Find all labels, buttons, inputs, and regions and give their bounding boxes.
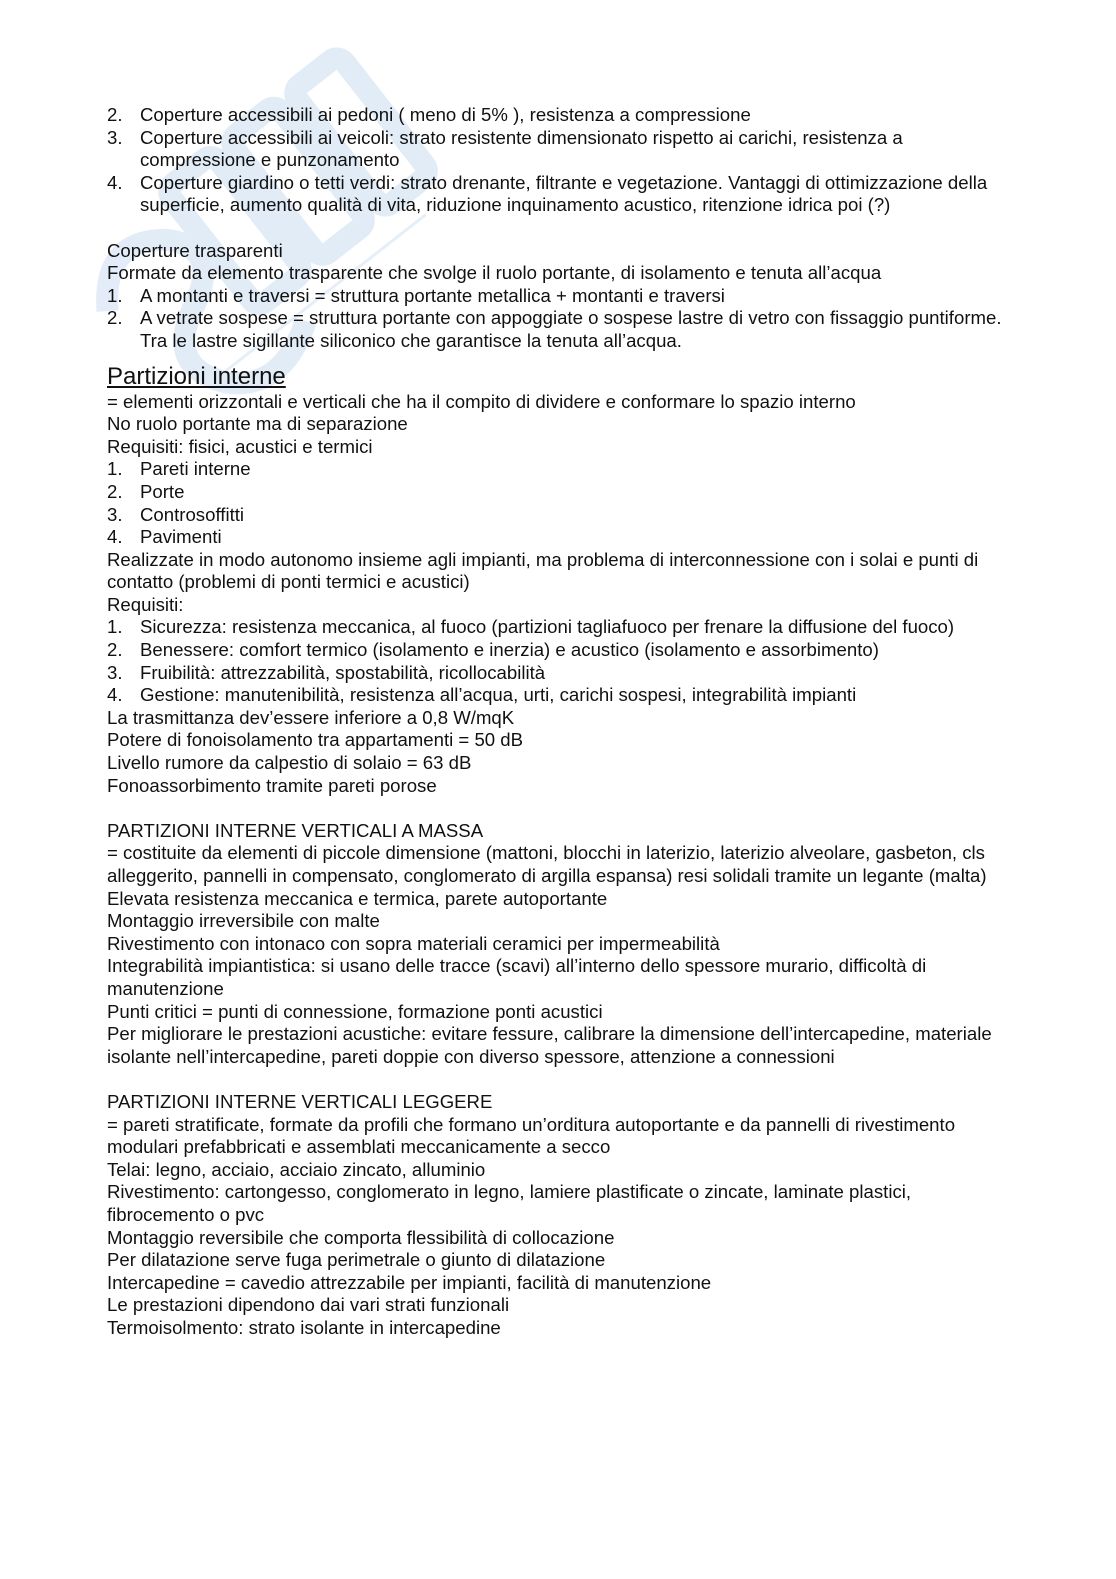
roofs-list <box>107 104 1012 217</box>
paragraph: = pareti stratificate, formate da profili che formano un’orditura autoportante e da pannelli di rivestimento modulari prefabbricati e assemblati meccanicamente a secco <box>107 1113 956 1158</box>
paragraph: Per migliorare le prestazioni acustiche: evitare fessure, calibrare la dimensione dell’intercapedine, materiale isolante nell’intercapedine, pareti doppie con diverso spessore, attenzione a connessioni <box>107 1023 992 1067</box>
section-title: PARTIZIONI INTERNE VERTICALI A MASSA <box>107 819 484 841</box>
list-item: 2. Coperture accessibili ai pedoni ( meno di 5% ), resistenza a compressione <box>107 104 751 125</box>
paragraph: Telai: legno, acciaio, acciaio zincato, alluminio <box>107 1158 486 1180</box>
list-item: 4. Coperture giardino o tetti verdi: strato drenante, filtrante e vegetazione. Vantaggi di ottimizzazione della superficie, aumento qualità di vita, riduzione inquinamento acustico, ritenzione idrica poi (?) <box>107 171 988 216</box>
paragraph: Termoisolmento: strato isolante in intercapedine <box>107 1316 501 1338</box>
requirements-list <box>107 616 1012 706</box>
spacer <box>107 217 1012 240</box>
paragraph: Integrabilità impiantistica: si usano delle tracce (scavi) all’interno dello spessore murario, difficoltà di manutenzione <box>107 955 927 999</box>
list-item: 4. Pavimenti <box>107 526 222 548</box>
paragraph: Requisiti: <box>107 593 184 615</box>
paragraph: Punti critici = punti di connessione, formazione ponti acustici <box>107 1000 603 1022</box>
paragraph: Formate da elemento trasparente che svolge il ruolo portante, di isolamento e tenuta all’acqua <box>107 262 882 284</box>
list-item: 3. Controsoffitti <box>107 503 245 525</box>
list-item: 2. A vetrate sospese = struttura portante con appoggiate o sospese lastre di vetro con fissaggio puntiforme. Tra le lastre sigillante siliconico che garantisce la tenuta all’acqua. <box>107 307 1002 351</box>
paragraph: Intercapedine = cavedio attrezzabile per impianti, facilità di manutenzione <box>107 1271 712 1293</box>
paragraph: Montaggio irreversibile con malte <box>107 910 380 932</box>
list-item: 2. Benessere: comfort termico (isolamento e inerzia) e acustico (isolamento e assorbimento) <box>107 639 879 661</box>
paragraph: Per dilatazione serve fuga perimetrale o giunto di dilatazione <box>107 1249 606 1271</box>
list-item: 4. Gestione: manutenibilità, resistenza all’acqua, urti, carichi sospesi, integrabilità impianti <box>107 684 857 706</box>
paragraph: No ruolo portante ma di separazione <box>107 413 408 435</box>
paragraph: Livello rumore da calpestio di solaio = 63 dB <box>107 752 472 774</box>
paragraph: Rivestimento con intonaco con sopra materiali ceramici per impermeabilità <box>107 932 720 954</box>
document-page <box>107 104 1012 1339</box>
paragraph: = elementi orizzontali e verticali che ha il compito di dividere e conformare lo spazio interno <box>107 390 856 412</box>
list-item: 3. Coperture accessibili ai veicoli: strato resistente dimensionato rispetto ai carichi, resistenza a compressione e punzonamento <box>107 126 903 171</box>
section-title: PARTIZIONI INTERNE VERTICALI LEGGERE <box>107 1090 493 1112</box>
paragraph: La trasmittanza dev’essere inferiore a 0,8 W/mqK <box>107 706 515 728</box>
list-item: 1. Pareti interne <box>107 458 251 480</box>
paragraph: Requisiti: fisici, acustici e termici <box>107 435 373 457</box>
list-item: 1. A montanti e traversi = struttura portante metallica + montanti e traversi <box>107 284 725 306</box>
transparent-roofs-list <box>107 285 1012 353</box>
section-heading: Partizioni interne <box>107 362 286 390</box>
paragraph: Elevata resistenza meccanica e termica, parete autoportante <box>107 887 608 909</box>
paragraph: Potere di fonoisolamento tra appartamenti = 50 dB <box>107 729 524 751</box>
paragraph: Realizzate in modo autonomo insieme agli impianti, ma problema di interconnessione con i solai e punti di contatto (problemi di ponti termici e acustici) <box>107 548 979 593</box>
paragraph: Rivestimento: cartongesso, conglomerato in legno, lamiere plastificate o zincate, laminate plastici, fibrocemento o pvc <box>107 1181 912 1225</box>
paragraph: Montaggio reversibile che comporta flessibilità di collocazione <box>107 1226 615 1248</box>
paragraph: = costituite da elementi di piccole dimensione (mattoni, blocchi in laterizio, laterizio alveolare, gasbeton, cls alleggerito, pannelli in compensato, conglomerato di argilla espansa) resi solidali tramite un legante (malta) <box>107 842 987 886</box>
spacer <box>107 1068 1012 1091</box>
list-item: 3. Fruibilità: attrezzabilità, spostabilità, ricollocabilità <box>107 661 546 683</box>
list-item: 2. Porte <box>107 480 185 502</box>
paragraph: Le prestazioni dipendono dai vari strati funzionali <box>107 1294 510 1316</box>
list-item: 1. Sicurezza: resistenza meccanica, al fuoco (partizioni tagliafuoco per frenare la diffusione del fuoco) <box>107 616 955 638</box>
spacer <box>107 797 1012 820</box>
section-title: Coperture trasparenti <box>107 239 283 261</box>
partition-types-list <box>107 458 1012 548</box>
paragraph: Fonoassorbimento tramite pareti porose <box>107 774 437 796</box>
